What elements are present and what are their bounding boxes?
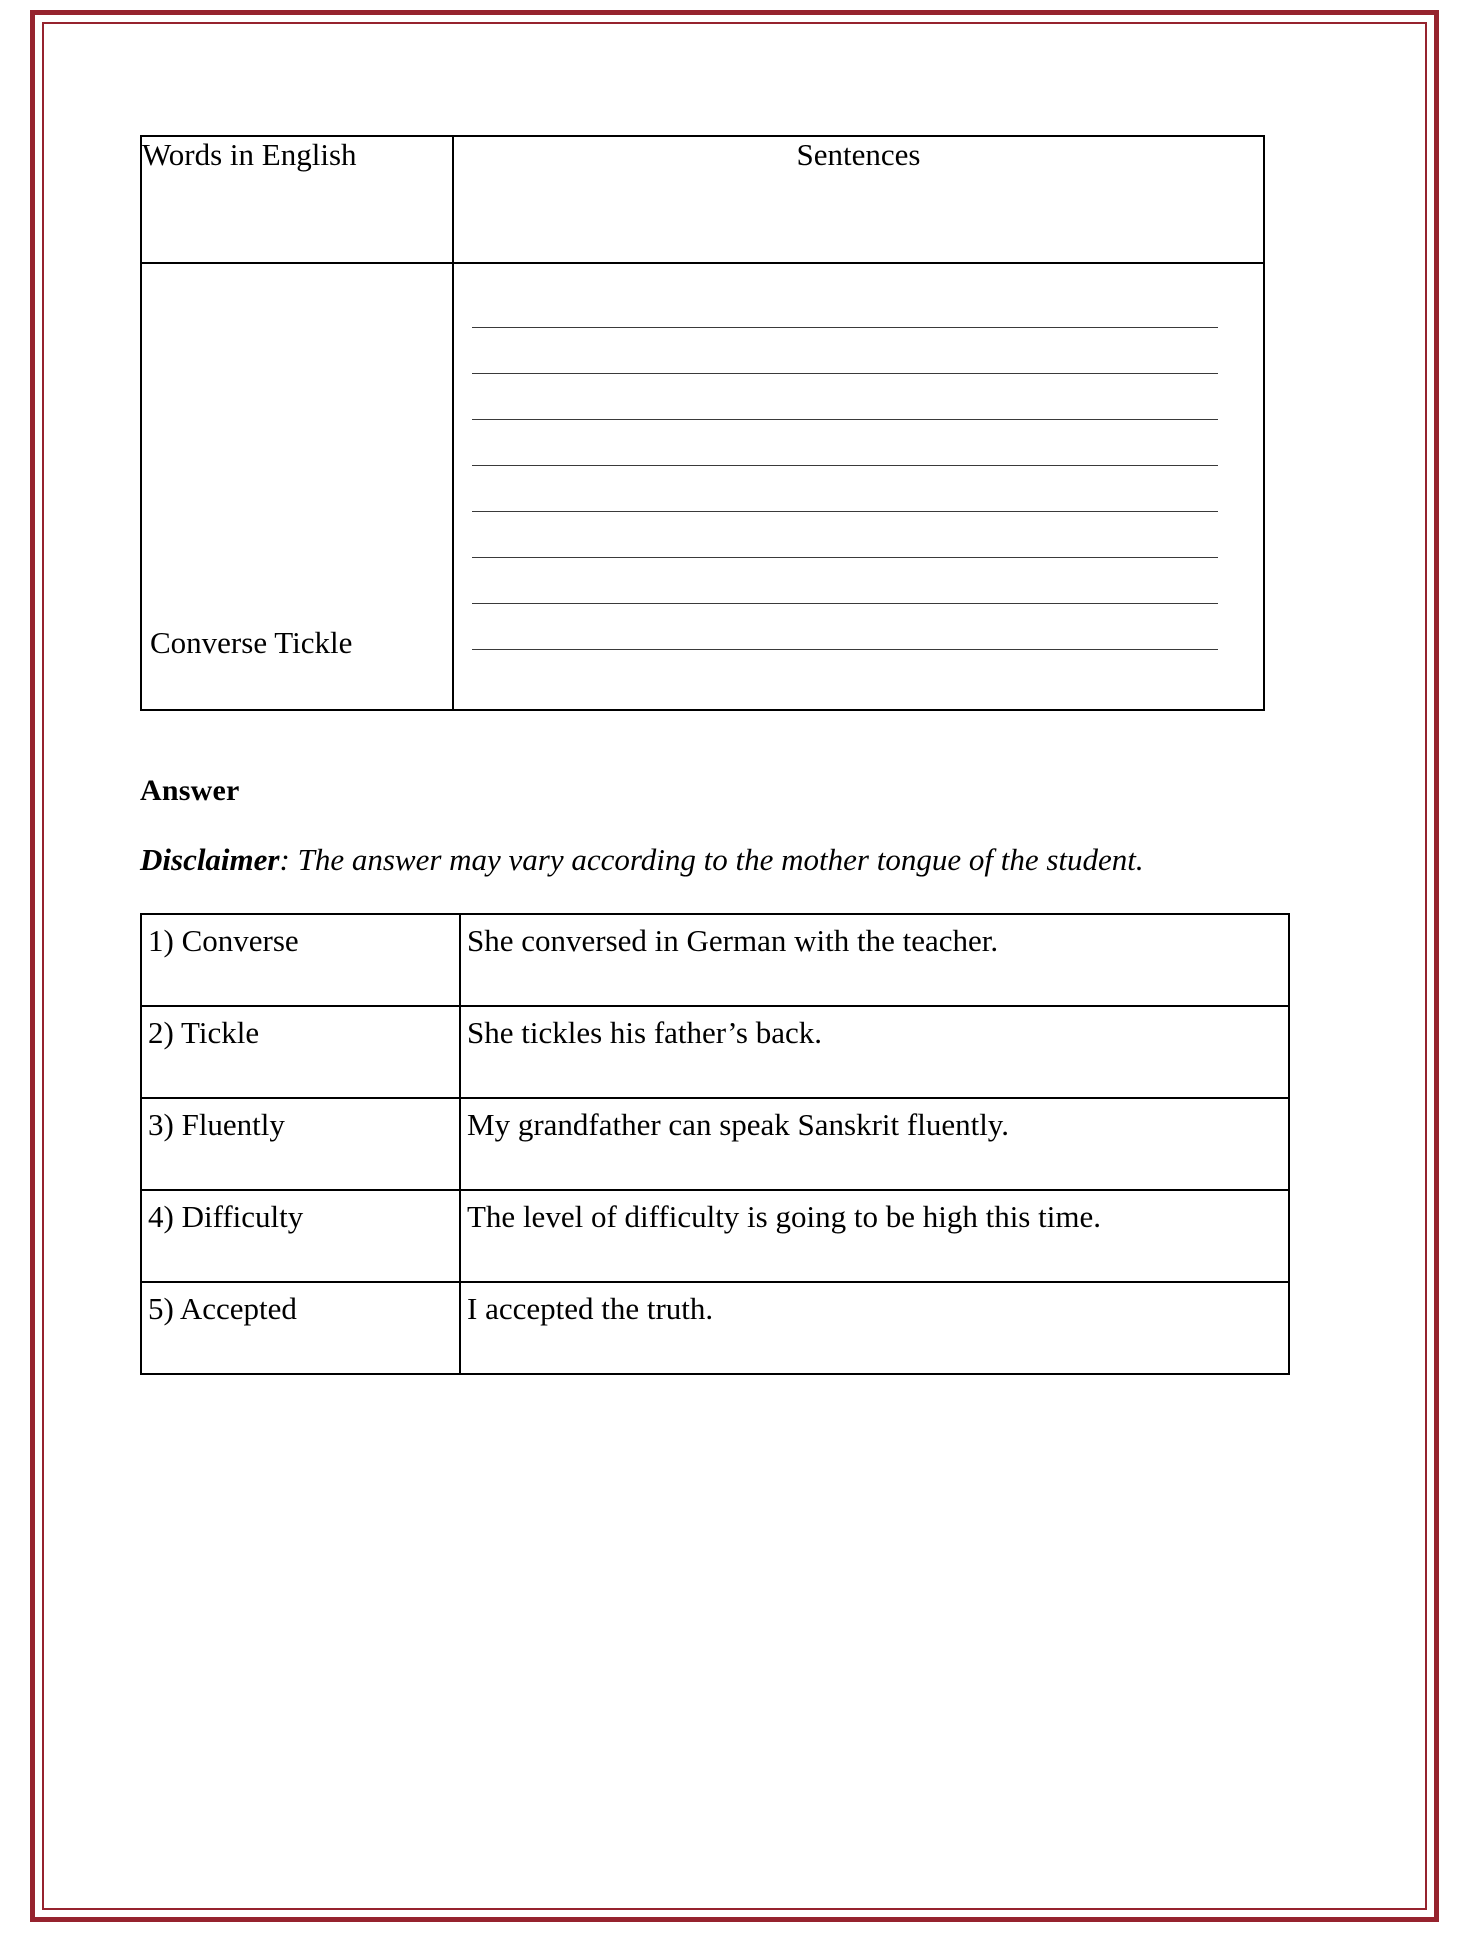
answer-sentence: I accepted the truth.: [460, 1282, 1289, 1374]
rule-line: [472, 512, 1218, 558]
rule-line: [472, 328, 1218, 374]
disclaimer-text: : The answer may vary according to the mother tongue of the student.: [279, 842, 1144, 877]
rule-line: [472, 604, 1218, 650]
answer-sentence: She conversed in German with the teacher.: [460, 914, 1289, 1006]
document-body: [140, 135, 1270, 1375]
rule-line: [472, 420, 1218, 466]
answer-sentence: My grandfather can speak Sanskrit fluently.: [460, 1098, 1289, 1190]
answer-word: 1) Converse: [141, 914, 460, 1006]
rule-line: [472, 282, 1218, 328]
answer-sentence: She tickles his father’s back.: [460, 1006, 1289, 1098]
answer-word: 3) Fluently: [141, 1098, 460, 1190]
worksheet-table: [140, 135, 1265, 711]
table-row: [141, 1006, 1289, 1098]
answers-table: [140, 913, 1290, 1375]
worksheet-header-row: [141, 136, 1264, 263]
worksheet-header-sentences: Sentences: [453, 136, 1264, 263]
worksheet-word-label: Converse Tickle: [150, 625, 353, 660]
table-row: [141, 1190, 1289, 1282]
worksheet-body-row: [141, 263, 1264, 710]
rule-line: [472, 558, 1218, 604]
table-row: [141, 1098, 1289, 1190]
answer-word: 4) Difficulty: [141, 1190, 460, 1282]
answer-word: 5) Accepted: [141, 1282, 460, 1374]
table-row: [141, 1282, 1289, 1374]
rule-line: [472, 466, 1218, 512]
answer-word: 2) Tickle: [141, 1006, 460, 1098]
answer-heading: Answer: [140, 774, 240, 807]
disclaimer-paragraph: [140, 838, 1330, 883]
worksheet-answer-area[interactable]: [453, 263, 1264, 710]
rule-line: [472, 374, 1218, 420]
worksheet-word-cell: [141, 263, 453, 710]
table-row: [141, 914, 1289, 1006]
answer-sentence: The level of difficulty is going to be high this time.: [460, 1190, 1289, 1282]
worksheet-header-words: Words in English: [141, 136, 453, 263]
ruled-writing-lines[interactable]: [472, 282, 1218, 650]
disclaimer-label: Disclaimer: [140, 842, 280, 877]
